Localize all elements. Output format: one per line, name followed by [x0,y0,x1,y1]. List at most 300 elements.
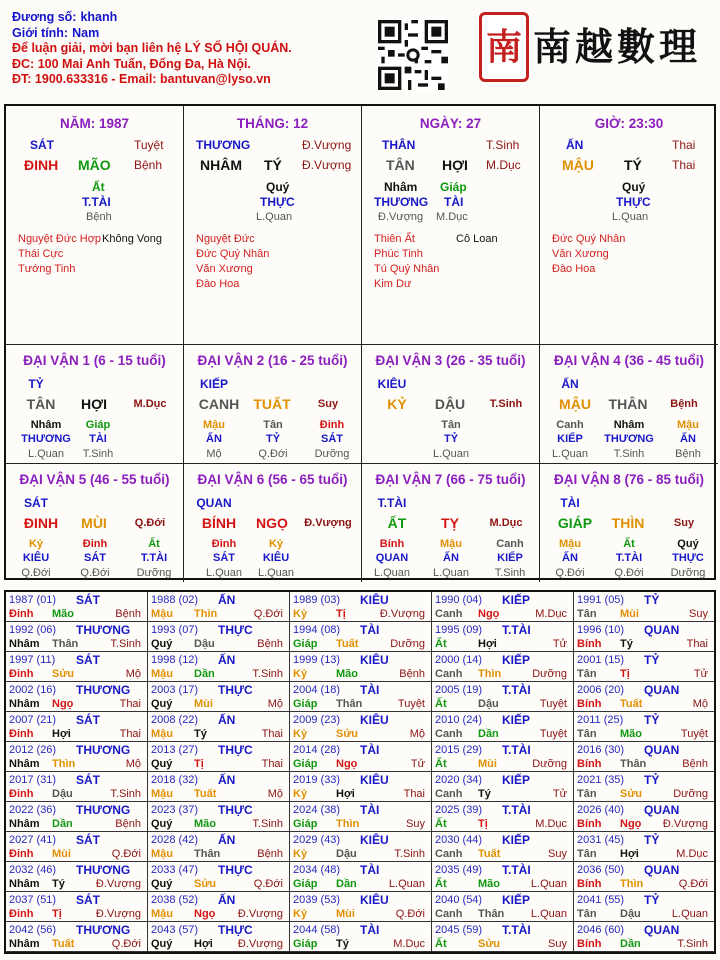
year-branch: Thìn [52,758,76,770]
luck-god: QUAN [196,496,232,510]
hidden-god: THƯƠNG [604,433,654,445]
year-god: QUAN [644,923,680,937]
year-stem: Bính [577,878,602,890]
year-phase: Mộ [125,668,141,680]
year-phase: Tuyệt [539,728,567,740]
phase-2: Bệnh [134,158,163,172]
hidden-phase: L.Quan [257,567,295,579]
year-phase: Bệnh [399,668,425,680]
year-label: 1993 (07) [151,624,199,636]
year-label: 2021 (35) [577,774,625,786]
hidden-stem: Mậu [677,419,699,431]
year-god: KIÊU [360,593,389,607]
hidden-god: KIÊU [22,552,50,564]
year-stem: Mậu [151,728,173,740]
year-phase: Q.Đới [253,878,283,890]
year-stem: Bính [577,818,602,830]
year-stem: Nhâm [9,818,40,830]
chi: HỢI [442,157,468,173]
pillar-title: NGÀY: 27 [419,116,482,131]
year-phase: Đ.Vượng [95,878,141,890]
luck-title: ĐẠI VẬN 3 (26 - 35 tuổi) [375,353,526,368]
luck-phase: Q.Đới [134,517,166,529]
year-phase: Tử [693,668,708,680]
qr-code-icon[interactable] [378,20,448,90]
year-phase: Thai [403,788,425,800]
year-label: 2032 (46) [9,864,57,876]
pillar-day [362,106,540,344]
year-stem: Đinh [9,668,34,680]
year-phase: Suy [548,938,567,950]
pillar-title: THÁNG: 12 [236,116,309,131]
hidden-god-1: THƯƠNG [374,195,429,209]
year-phase: Suy [548,848,567,860]
year-branch: Mùi [336,908,355,920]
year-phase: Q.Đới [395,908,425,920]
year-cell [432,772,574,802]
year-label: 2042 (56) [9,924,57,936]
year-branch: Mão [336,668,358,680]
year-label: 2008 (22) [151,714,199,726]
year-phase: Đ.Vượng [237,938,283,950]
hidden-god: SÁT [213,552,235,564]
year-god: KIÊU [360,713,389,727]
year-stem: Kỷ [293,908,308,920]
year-god: THƯƠNG [76,863,131,877]
can: NHÂM [200,157,242,173]
year-stem: Đinh [9,848,34,860]
year-phase: Đ.Vượng [237,908,283,920]
year-phase: Thai [261,758,283,770]
luck-title: ĐẠI VẬN 7 (66 - 75 tuổi) [375,472,526,487]
year-cell [432,802,574,832]
year-label: 2007 (21) [9,714,57,726]
luck-phase: M.Dục [133,398,167,410]
year-stem: Ất [435,758,447,770]
year-god: ẤN [218,773,236,787]
hidden-god: T.TÀI [615,552,643,564]
phase-2: M.Dục [486,158,521,172]
year-label: 2024 (38) [293,804,341,816]
year-phase: M.Dục [393,938,425,950]
luck-branch: TỴ [441,515,459,531]
year-phase: Thai [119,698,141,710]
year-stem: Nhâm [9,758,40,770]
hidden-phase: L.Quan [205,567,243,579]
hidden-stem: Bính [379,538,405,550]
year-cell [6,682,148,712]
year-branch: Hợi [336,788,355,800]
year-god: TÀI [360,623,380,637]
year-phase: Đ.Vượng [662,818,708,830]
year-label: 2010 (24) [435,714,483,726]
luck-god: SÁT [24,496,48,510]
year-stem: Đinh [9,788,34,800]
year-cell [290,772,432,802]
stars-list: Đức Quý Nhân Văn Xương Đào Hoa [552,233,626,275]
chi: TÝ [624,157,642,173]
year-stem: Tân [577,728,597,740]
year-cell [574,592,714,622]
year-cell [148,712,290,742]
address: ĐC: 100 Mai Anh Tuấn, Đống Đa, Hà Nội. [12,56,251,71]
year-branch: Tị [52,908,62,920]
hidden-stem: Canh [496,538,524,550]
year-label: 2044 (58) [293,924,341,936]
year-cell [574,922,714,952]
hidden-god: T.TÀI [82,195,111,209]
year-stem: Mậu [151,908,173,920]
year-phase: Mộ [267,698,283,710]
year-cell [290,802,432,832]
year-stem: Ất [435,878,447,890]
hidden-god: SÁT [84,552,106,564]
year-branch: Tý [52,878,65,890]
year-label: 2023 (37) [151,804,199,816]
seal-stamp: 南 [479,12,529,82]
phase-top: Đ.Vượng [302,138,352,152]
pillars-and-luck-panel [4,104,716,580]
year-label: 2045 (59) [435,924,483,936]
luck-title: ĐẠI VẬN 1 (6 - 15 tuổi) [23,353,166,368]
year-label: 2020 (34) [435,774,483,786]
hidden-stem: Mậu [440,538,462,550]
year-stem: Ất [435,698,447,710]
year-phase: Dưỡng [532,758,567,770]
year-stem: Quý [151,938,173,950]
luck-phase: Đ.Vượng [304,517,352,529]
year-branch: Dậu [620,908,641,920]
year-god: ẤN [218,653,236,667]
year-cell [574,712,714,742]
luck-cycle-8 [540,463,718,582]
year-label: 1990 (04) [435,594,483,606]
year-cell [148,892,290,922]
year-phase: T.Sinh [252,818,283,830]
year-branch: Tuất [194,788,217,800]
year-branch: Sửu [620,788,643,800]
phone-email: ĐT: 1900.633316 - Email: bantuvan@lyso.vn [12,72,271,86]
luck-title: ĐẠI VẬN 2 (16 - 25 tuổi) [197,353,348,368]
year-label: 1996 (10) [577,624,625,636]
hidden-phase: L.Quan [373,567,411,579]
year-label: 2028 (42) [151,834,199,846]
year-god: KIÊU [360,893,389,907]
hidden-god: TỶ [443,433,459,445]
year-label: 2030 (44) [435,834,483,846]
year-god: THƯƠNG [76,803,131,817]
god-top: SÁT [30,138,54,152]
luck-god: T.TÀI [377,496,407,510]
hidden-phase: L.Quan [432,448,470,460]
luck-title: ĐẠI VẬN 8 (76 - 85 tuổi) [553,472,705,487]
year-stem: Giáp [293,878,318,890]
hidden-phase: T.Sinh [494,567,526,579]
gender-label: Giới tính: [12,25,69,40]
year-label: 2015 (29) [435,744,483,756]
year-label: 2005 (19) [435,684,483,696]
year-stem: Nhâm [9,638,40,650]
year-phase: Mộ [125,758,141,770]
year-label: 2018 (32) [151,774,199,786]
year-branch: Dậu [336,848,357,860]
hidden-stem: Mậu [559,538,581,550]
year-phase: Dưỡng [532,668,567,680]
luck-stem: ĐINH [23,515,59,531]
year-branch: Sửu [336,728,359,740]
year-label: 2041 (55) [577,894,625,906]
year-label: 1991 (05) [577,594,625,606]
year-cell [6,832,148,862]
year-label: 1987 (01) [9,594,57,606]
year-branch: Ngọ [620,818,642,830]
year-branch: Ngọ [52,698,74,710]
year-god: TỶ [644,593,660,607]
hidden-phase: L.Quan [256,211,293,223]
year-god: KIÊU [360,833,389,847]
year-branch: Tị [336,608,346,620]
year-phase: Đ.Vượng [379,608,425,620]
year-cell [148,802,290,832]
year-god: ẤN [218,833,236,847]
year-god: KIẾP [502,713,531,727]
year-god: T.TÀI [502,623,531,637]
hidden-phase: T.Sinh [82,448,114,460]
year-cell [432,712,574,742]
luck-god: ẤN [561,377,579,391]
year-branch: Tý [478,788,491,800]
year-cell [148,742,290,772]
year-branch: Tý [620,638,633,650]
year-cell [290,622,432,652]
hidden-phase: Bệnh [86,211,112,223]
year-branch: Mùi [478,758,497,770]
year-stem: Đinh [9,608,34,620]
hidden-phase: Q.Đới [21,567,51,579]
year-phase: Bệnh [257,848,283,860]
year-branch: Sửu [194,878,217,890]
year-stem: Kỷ [293,848,308,860]
year-cell [574,742,714,772]
year-god: T.TÀI [502,743,531,757]
luck-branch: NGỌ [256,515,288,531]
year-stem: Canh [435,788,463,800]
year-cell [432,832,574,862]
year-stem: Mậu [151,668,173,680]
year-label: 2046 (60) [577,924,625,936]
year-phase: Tử [552,638,567,650]
year-cell [290,862,432,892]
hidden-god: KIẾP [497,552,523,564]
year-phase: Thai [119,728,141,740]
year-cell [290,742,432,772]
year-stem: Bính [577,758,602,770]
year-cell [290,922,432,952]
year-god: QUAN [644,743,680,757]
luck-cycle-1 [6,344,184,463]
luck-phase: M.Dục [489,517,523,529]
hidden-stem: Mậu [203,419,225,431]
hidden-stem: Nhâm [613,419,645,431]
year-cell [6,922,148,952]
year-branch: Mùi [52,848,71,860]
hidden-stem: Kỷ [268,538,284,550]
year-stem: Canh [435,608,463,620]
year-stem: Mậu [151,608,173,620]
year-god: TỶ [644,893,660,907]
year-stem: Giáp [293,698,318,710]
year-stem: Kỷ [293,608,308,620]
year-label: 2014 (28) [293,744,341,756]
year-stem: Tân [577,668,597,680]
hidden-god: KIÊU [262,552,290,564]
chi: TÝ [264,157,282,173]
year-branch: Thân [194,848,221,860]
year-phase: L.Quan [671,908,708,920]
hidden-phase-1: Đ.Vượng [378,211,424,223]
hidden-god: TỶ [265,433,281,445]
year-cell [574,802,714,832]
contact-note: Để luận giải, mời bạn liên hệ LÝ SỐ HỘI QUÁN. [12,41,292,55]
year-god: KIẾP [502,653,531,667]
year-branch: Ngọ [336,758,358,770]
luck-branch: THÌN [611,515,645,531]
year-god: THƯƠNG [76,683,131,697]
year-cell [6,622,148,652]
year-label: 1998 (12) [151,654,199,666]
year-branch: Thân [52,638,79,650]
year-god: KIẾP [502,773,531,787]
year-branch: Dậu [52,788,73,800]
year-god: THỰC [218,923,253,937]
year-phase: Mộ [692,698,708,710]
year-branch: Mão [194,818,216,830]
luck-title: ĐẠI VẬN 5 (46 - 55 tuổi) [19,472,170,487]
hidden-phase: L.Quan [27,448,65,460]
year-label: 2025 (39) [435,804,483,816]
hidden-phase: Q.Đới [80,567,110,579]
year-cell [574,682,714,712]
year-cell [148,922,290,952]
year-phase: Dưỡng [673,788,708,800]
year-phase: M.Dục [535,818,567,830]
god-top: THÂN [382,138,416,152]
hidden-god: THỰC [616,195,651,209]
gender-value: Nam [72,25,100,40]
year-god: THỰC [218,863,253,877]
year-label: 2033 (47) [151,864,199,876]
year-god: TỶ [644,833,660,847]
year-phase: Tuyệt [397,698,425,710]
year-cell [432,592,574,622]
year-stem: Nhâm [9,878,40,890]
luck-branch: THÂN [608,396,648,412]
hidden-phase: Mộ [206,448,222,460]
year-cell [148,592,290,622]
year-god: ẤN [218,893,236,907]
year-branch: Hợi [478,638,497,650]
year-god: QUAN [644,863,680,877]
year-phase: M.Dục [535,608,567,620]
year-god: T.TÀI [502,923,531,937]
hidden-phase: T.Sinh [613,448,645,460]
year-phase: Q.Đới [678,878,708,890]
year-phase: Đ.Vượng [95,908,141,920]
year-branch: Hợi [620,848,639,860]
year-label: 1992 (06) [9,624,57,636]
year-stem: Nhâm [9,698,40,710]
can: TÂN [386,157,415,173]
hidden-phase: L.Quan [551,448,589,460]
hidden-god: TÀI [89,433,107,445]
year-cell [432,922,574,952]
can: ĐINH [24,157,59,173]
hidden-phase: Dưỡng [670,567,706,579]
year-phase: Tử [410,758,425,770]
year-branch: Tị [478,818,488,830]
year-cell [290,712,432,742]
year-stem: Tân [577,908,597,920]
year-stem: Quý [151,878,173,890]
annual-years-grid [4,590,716,954]
year-cell [290,832,432,862]
luck-stem: KỶ [387,396,407,412]
year-label: 2004 (18) [293,684,341,696]
year-cell [432,652,574,682]
hidden-stem: Đinh [211,538,237,550]
luck-phase: Suy [673,517,695,529]
year-phase: Bệnh [115,608,141,620]
year-branch: Thìn [336,818,360,830]
year-stem: Giáp [293,938,318,950]
year-stem: Kỷ [293,788,308,800]
year-branch: Dần [620,938,641,950]
year-god: T.TÀI [502,863,531,877]
year-stem: Bính [577,638,602,650]
year-god: SÁT [76,653,100,667]
hidden-god: ẤN [680,433,696,445]
year-god: ẤN [218,593,236,607]
year-stem: Tân [577,848,597,860]
year-branch: Tuất [478,848,501,860]
year-cell [6,592,148,622]
hidden-god: THỰC [260,195,295,209]
god-top: ẤN [566,138,584,152]
year-branch: Dậu [194,638,215,650]
year-god: TỶ [644,773,660,787]
phase-top: Thai [672,138,696,152]
year-stem: Canh [435,668,463,680]
year-label: 2043 (57) [151,924,199,936]
pillar-title: GIỜ: 23:30 [594,116,664,131]
can: MẬU [562,157,594,173]
phase-top: T.Sinh [486,138,520,152]
owner-name: khanh [80,10,118,24]
year-label: 2040 (54) [435,894,483,906]
year-phase: Mộ [267,788,283,800]
luck-stem: CANH [198,396,240,412]
hidden-stem: Tân [263,419,283,431]
hidden-phase: Q.Đới [614,567,644,579]
year-cell [432,892,574,922]
phase-top: Tuyệt [134,138,164,152]
year-phase: Dưỡng [390,638,425,650]
year-cell [574,652,714,682]
luck-god: KIÊU [377,377,407,391]
year-cell [6,712,148,742]
year-phase: Tuyệt [680,728,708,740]
year-god: SÁT [76,593,100,607]
